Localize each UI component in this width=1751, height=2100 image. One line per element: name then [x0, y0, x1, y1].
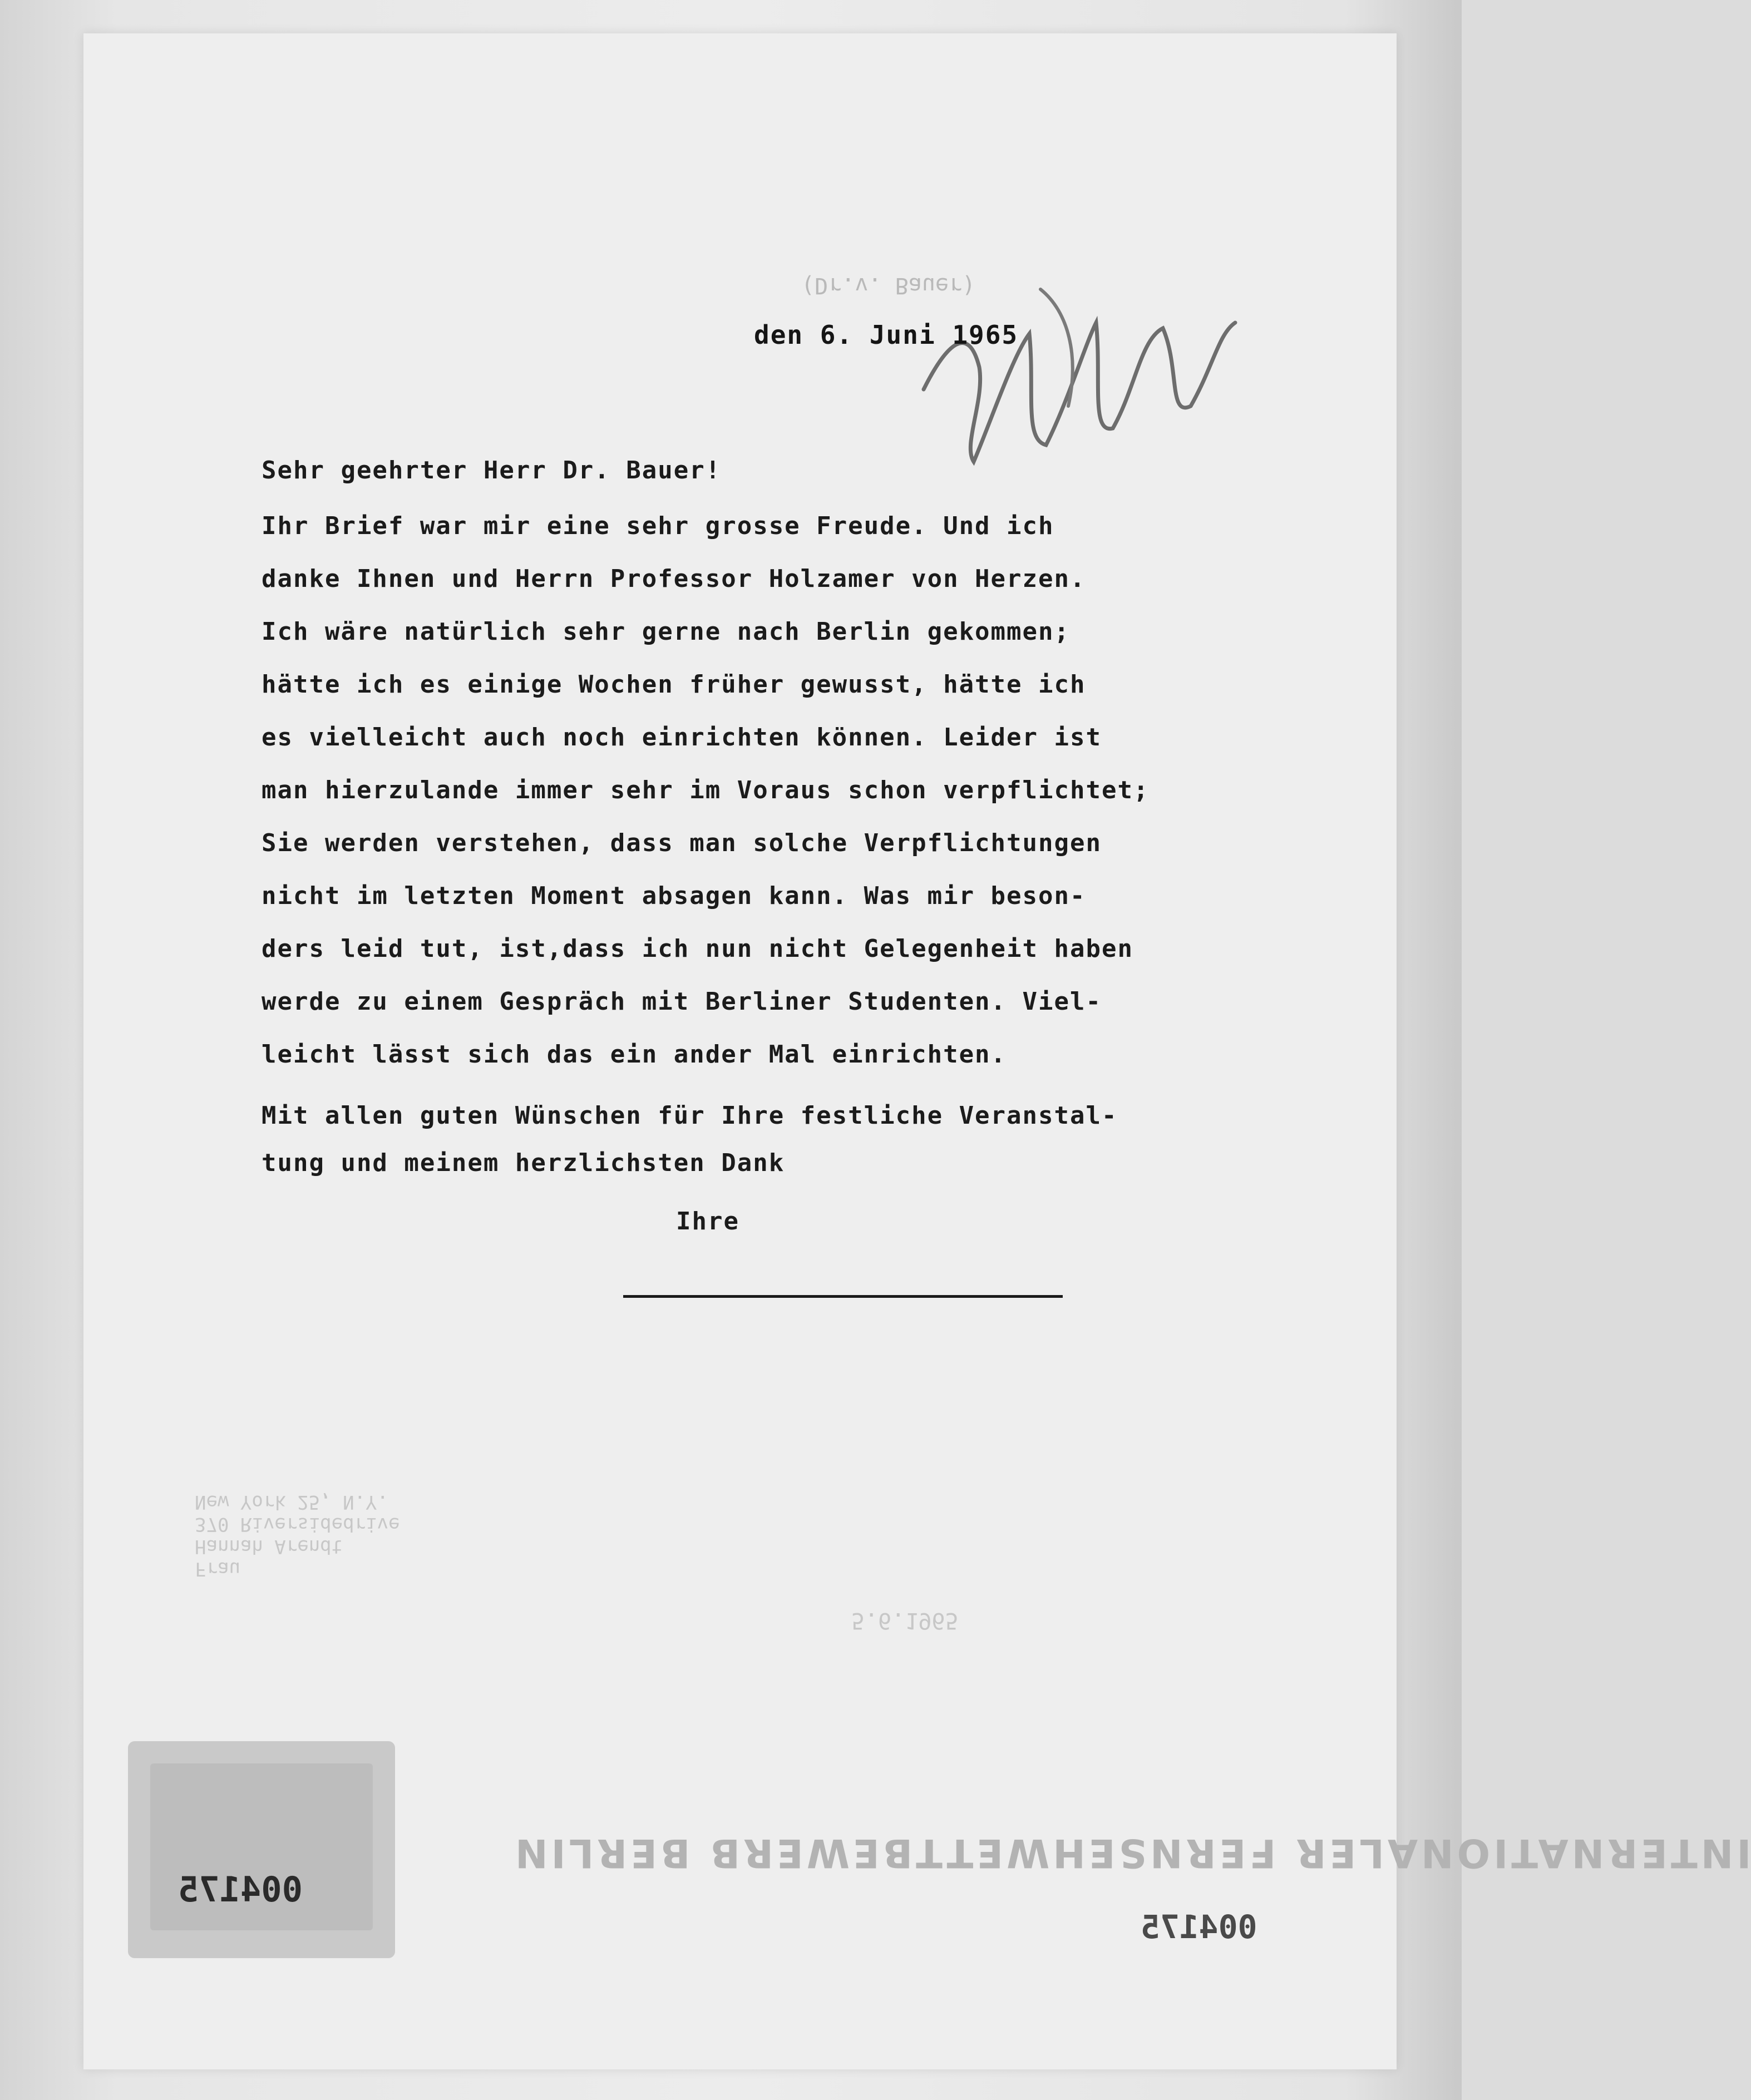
body-line-4: hätte ich es einige Wochen früher gewusst, hätte ich: [262, 670, 1086, 699]
body-line-1: Ihr Brief war mir eine sehr grosse Freude. Und ich: [262, 512, 1054, 540]
handwritten-initials: [901, 278, 1246, 478]
ghost-address-2: Hannah Arendt: [195, 1535, 343, 1558]
body-line-5: es vielleicht auch noch einrichten können. Leider ist: [262, 723, 1102, 752]
ghost-address-4: New York 25, N.Y.: [195, 1491, 388, 1513]
ghost-date-stamp: 5.6.1965: [851, 1608, 959, 1633]
signoff: Ihre: [676, 1207, 739, 1236]
ghost-header: (Dr.v. Bauer): [801, 273, 976, 298]
ghost-letterhead: INTERNATIONALER FERNSEHWETTBEWERB BERLIN: [512, 1830, 1751, 1876]
closing-line-1: Mit allen guten Wünschen für Ihre festliche Veranstal-: [262, 1101, 1118, 1130]
archive-number-right: 004175: [1141, 1908, 1257, 1946]
closing-line-2: tung und meinem herzlichsten Dank: [262, 1149, 785, 1177]
signature-line: [623, 1295, 1063, 1298]
ghost-address-3: 370 Riversidedrive: [195, 1513, 400, 1535]
body-line-6: man hierzulande immer sehr im Voraus schon verpflichtet;: [262, 776, 1150, 804]
body-line-10: werde zu einem Gespräch mit Berliner Studenten. Viel-: [262, 987, 1102, 1016]
ghost-address-1: Frau: [195, 1558, 240, 1580]
letter-date: den 6. Juni 1965: [754, 320, 1019, 350]
body-line-8: nicht im letzten Moment absagen kann. Was mir beson-: [262, 882, 1086, 910]
body-line-11: leicht lässt sich das ein ander Mal einrichten.: [262, 1040, 1007, 1069]
body-line-9: ders leid tut, ist,dass ich nun nicht Gelegenheit haben: [262, 935, 1133, 963]
letter-paper: [83, 33, 1751, 2069]
body-line-7: Sie werden verstehen, dass man solche Verpflichtungen: [262, 829, 1102, 857]
salutation: Sehr geehrter Herr Dr. Bauer!: [262, 456, 722, 485]
archive-number-left: 004175: [178, 1869, 303, 1910]
body-line-3: Ich wäre natürlich sehr gerne nach Berlin gekommen;: [262, 617, 1071, 646]
body-line-2: danke Ihnen und Herrn Professor Holzamer von Herzen.: [262, 565, 1086, 593]
archive-stamp: [128, 1741, 395, 1958]
